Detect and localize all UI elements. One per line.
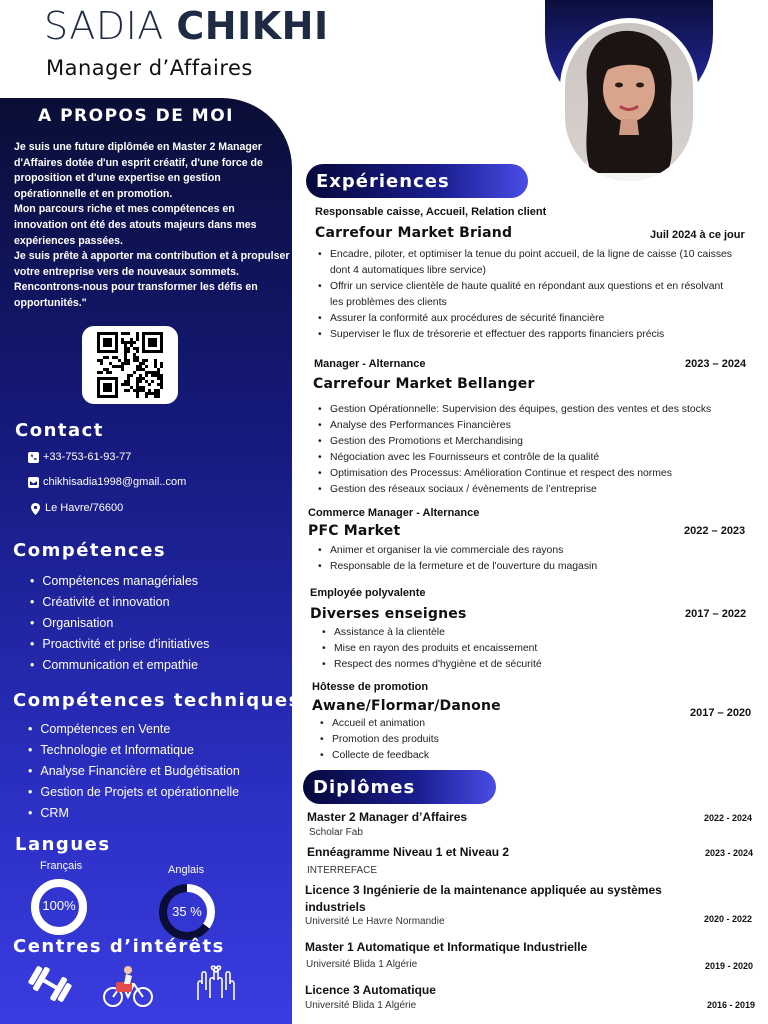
list-item: • Promotion des produits: [320, 732, 740, 748]
experience-date: 2022 – 2023: [684, 525, 746, 537]
diploma-date: 2023 - 2024: [705, 848, 754, 858]
list-item: • Assurer la conformité aux procédures de sécurité financière: [318, 311, 738, 327]
diploma-school: INTERREFACE: [307, 865, 378, 876]
experience-date: Juil 2024 à ce jour: [650, 229, 745, 241]
qr-code[interactable]: [82, 326, 178, 404]
list-item: • Compétences en Vente: [28, 719, 240, 740]
list-item: • Responsable de la fermeture et de l'ouverture du magasin: [318, 559, 738, 575]
diplomas-title: [303, 770, 496, 804]
skills-list: [30, 571, 209, 676]
dumbbell-icon: [26, 966, 74, 1002]
candidate-name: [44, 4, 329, 48]
list-item: • Technologie et Informatique: [28, 740, 240, 761]
diploma-title: Licence 3 Automatique: [305, 983, 436, 997]
diploma-date: 2019 - 2020: [705, 961, 754, 971]
contact-phone[interactable]: [28, 451, 131, 463]
list-item: • CRM: [28, 803, 240, 824]
list-item: • Optimisation des Processus: Amélioration Continue et respect des normes: [318, 466, 758, 482]
list-item: • Négociation avec les Fournisseurs et contrôle de la qualité: [318, 450, 758, 466]
diploma-school: Université Blida 1 Algérie: [305, 1000, 417, 1011]
experience-bullets: [318, 247, 738, 343]
diplomas-title-text: Diplômes: [313, 776, 416, 798]
experience-date: 2017 – 2020: [690, 707, 752, 719]
experience-date: 2023 – 2024: [685, 358, 747, 370]
list-item: • Accueil et animation: [320, 716, 740, 732]
list-item: • Proactivité et prise d'initiatives: [30, 634, 209, 655]
phone-text: +33-753-61-93-77: [43, 451, 132, 463]
experience-company: Carrefour Market Briand: [315, 225, 513, 241]
experience-company: PFC Market: [308, 523, 401, 539]
about-title: A PROPOS DE MOI: [38, 106, 234, 126]
experience-role: Employée polyvalente: [310, 587, 426, 599]
list-item: • Animer et organiser la vie commerciale des rayons: [318, 543, 738, 559]
list-item: • Compétences managériales: [30, 571, 209, 592]
list-item: • Créativité et innovation: [30, 592, 209, 613]
experience-bullets: [318, 402, 758, 498]
list-item: • Gestion Opérationnelle: Supervision des équipes, gestion des ventes et des stocks: [318, 402, 758, 418]
experience-date: 2017 – 2022: [685, 608, 747, 620]
list-item: • Superviser le flux de trésorerie et effectuer des rapports financiers précis: [318, 327, 738, 343]
list-item: • Communication et empathie: [30, 655, 209, 676]
about-text: [14, 140, 290, 312]
contact-email[interactable]: [28, 476, 186, 488]
experience-company: Carrefour Market Bellanger: [313, 376, 535, 392]
list-item: • Offrir un service clientèle de haute qualité en répondant aux questions et en résolvant les problèmes des clients: [318, 279, 738, 311]
phone-icon: [28, 452, 39, 463]
first-name: SADIA: [44, 4, 164, 48]
email-text: chikhisadia1998@gmail..com: [43, 476, 187, 488]
tech-skills-title: Compétences techniques: [13, 690, 301, 711]
diploma-title: Master 1 Automatique et Informatique Industrielle: [305, 940, 588, 954]
experience-role: Manager - Alternance: [314, 358, 426, 370]
list-item: • Gestion des réseaux sociaux / évènements de l’entreprise: [318, 482, 758, 498]
location-pin-icon: [30, 503, 41, 514]
experiences-title: [306, 164, 528, 198]
list-item: • Mise en rayon des produits et encaissement: [322, 641, 742, 657]
list-item: • Organisation: [30, 613, 209, 634]
mail-icon: [28, 477, 39, 488]
location-text: Le Havre/76600: [45, 502, 124, 514]
list-item: • Analyse Financière et Budgétisation: [28, 761, 240, 782]
about-paragraph: Je suis une future diplômée en Master 2 Manager d'Affaires dotée d'un esprit créatif, d'une force de proposition et d'une expertise en gestion opérationnelle et en promotion. Mon parcours riche et mes compétences en innovation ont été des atouts majeurs dans mes expériences passées. Je suis prête à apporter ma contribution et à propulser votre entreprise vers de nouveaux sommets. Rencontrons-nous pour transformer les défis en opportunités.": [14, 141, 290, 309]
diploma-date: 2020 - 2022: [704, 914, 753, 924]
experiences-title-text: Expériences: [316, 170, 450, 192]
cyclist-icon: [102, 964, 154, 1008]
language-level-french: 100%: [42, 898, 76, 913]
skills-title: Compétences: [13, 540, 167, 561]
experience-role: Commerce Manager - Alternance: [308, 507, 480, 519]
qr-code-icon: [97, 332, 163, 398]
language-level-english: 35 %: [172, 904, 202, 919]
list-item: • Assistance à la clientèle: [322, 625, 742, 641]
experience-role: Responsable caisse, Accueil, Relation client: [315, 206, 547, 218]
contact-title: Contact: [15, 420, 104, 441]
volunteering-hands-icon: [192, 962, 240, 1002]
sidebar: [0, 98, 301, 1024]
diploma-date: 2022 - 2024: [704, 813, 753, 823]
job-title: Manager d’Affaires: [46, 56, 253, 80]
experience-company: Diverses enseignes: [310, 606, 467, 622]
profile-photo: [565, 23, 693, 181]
languages-title: Langues: [15, 834, 111, 855]
diploma-title: Licence 3 Ingénierie de la maintenance appliquée au systèmes industriels: [305, 883, 662, 914]
profile-photo-frame: [560, 18, 698, 186]
list-item: • Gestion des Promotions et Merchandising: [318, 434, 758, 450]
last-name: CHIKHI: [176, 4, 329, 48]
diploma-title: Ennéagramme Niveau 1 et Niveau 2: [307, 845, 510, 859]
list-item: • Gestion de Projets et opérationnelle: [28, 782, 240, 803]
diploma-title: Master 2 Manager d’Affaires: [307, 810, 468, 824]
diploma-school: Scholar Fab: [309, 827, 363, 838]
experience-bullets: [320, 716, 740, 764]
interests-title: Centres d’intérêts: [13, 936, 225, 957]
list-item: • Encadre, piloter, et optimiser la tenue du point accueil, de la ligne de caisse (10 caisses dont 4 automatiques libre service): [318, 247, 738, 279]
list-item: • Analyse des Performances Financières: [318, 418, 758, 434]
language-name-french: Français: [40, 860, 83, 872]
diploma-school: Université Le Havre Normandie: [305, 916, 445, 927]
experience-company: Awane/Flormar/Danone: [312, 698, 501, 714]
list-item: • Collecte de feedback: [320, 748, 740, 764]
diploma-date: 2016 - 2019: [707, 1000, 756, 1010]
experience-role: Hôtesse de promotion: [312, 681, 429, 693]
experience-bullets: [322, 625, 742, 673]
contact-location: [30, 502, 123, 514]
diploma-school: Université Blida 1 Algérie: [306, 959, 418, 970]
tech-skills-list: [28, 719, 240, 824]
language-name-english: Anglais: [168, 864, 205, 876]
list-item: • Respect des normes d'hygiène et de sécurité: [322, 657, 742, 673]
experience-bullets: [318, 543, 738, 575]
